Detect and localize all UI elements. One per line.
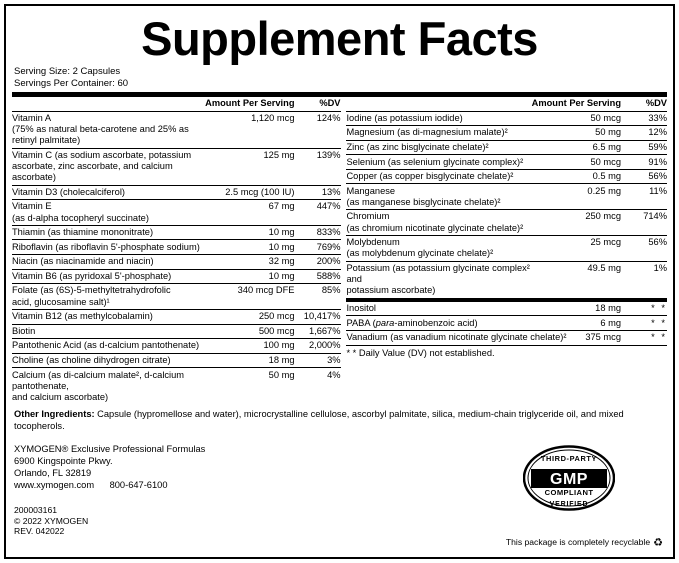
gmp-seal-svg: [523, 445, 615, 511]
company-city: Orlando, FL 32819: [14, 467, 92, 478]
nutrient-dv: 91%: [621, 155, 667, 170]
nutrient-name: Vanadium (as vanadium nicotinate glycinate chelate)²: [346, 330, 582, 345]
nutrient-name: Riboflavin (as riboflavin 5'-phosphate sodium): [12, 240, 205, 255]
nutrient-name: Vitamin B12 (as methylcobalamin): [12, 310, 205, 325]
nutrient-dv: 588%: [295, 269, 341, 284]
left-header-dv: %DV: [295, 97, 341, 111]
table-row: [12, 225, 341, 240]
nutrient-name: Niacin (as niacinamide and niacin): [12, 255, 205, 270]
nutrient-amount: 2.5 mcg (100 IU): [205, 185, 294, 200]
nutrient-dv: 2,000%: [295, 339, 341, 354]
table-row: [12, 148, 341, 185]
table-row: [346, 210, 667, 236]
nutrient-name: Pantothenic Acid (as d-calcium pantothenate): [12, 339, 205, 354]
nutrient-dv: 56%: [621, 169, 667, 184]
right-no-dv-table: [346, 302, 667, 346]
product-code: 200003161: [14, 505, 58, 516]
other-ingredients-label: Other Ingredients:: [14, 409, 95, 420]
nutrient-dv: 833%: [295, 225, 341, 240]
nutrient-dv: 1,667%: [295, 324, 341, 339]
right-nutrient-table: [346, 97, 667, 298]
nutrient-amount: 0.5 mg: [532, 169, 621, 184]
nutrient-name: Thiamin (as thiamine mononitrate): [12, 225, 205, 240]
nutrient-dv: 59%: [621, 140, 667, 155]
svg-text:COMPLIANT: COMPLIANT: [544, 488, 594, 497]
nutrient-amount: 375 mcg: [583, 330, 621, 345]
left-nutrient-table: [12, 97, 341, 404]
other-ingredients-text: Capsule (hypromellose and water), microcrystalline cellulose, ascorbyl palmitate, silica, medium-chain triglyceride oil, and mixed tocopherols.: [14, 409, 624, 431]
table-row: [12, 368, 341, 404]
nutrient-amount: 25 mcg: [532, 236, 621, 262]
table-row: [346, 316, 667, 331]
nutrient-amount: 100 mg: [205, 339, 294, 354]
table-row: [346, 140, 667, 155]
nutrient-name: Potassium (as potassium glycinate complex² and potassium ascorbate): [346, 263, 530, 296]
nutrient-amount: 250 mcg: [532, 210, 621, 236]
table-row: [12, 324, 341, 339]
nutrient-dv: 11%: [621, 184, 667, 210]
table-row: [346, 330, 667, 345]
table-row: [12, 284, 341, 310]
nutrient-dv: 200%: [295, 255, 341, 270]
table-row: [12, 269, 341, 284]
company-website[interactable]: www.xymogen.com: [14, 479, 95, 490]
right-header-blank: [346, 97, 531, 111]
right-table-header: [346, 97, 667, 111]
nutrient-name: Iodine (as potassium iodide): [346, 111, 531, 126]
right-column: [346, 97, 667, 359]
svg-text:GMP: GMP: [550, 471, 588, 488]
nutrient-dv: * *: [621, 302, 667, 316]
gmp-seal-graphic: [523, 445, 615, 511]
nutrient-name: Inositol: [346, 302, 582, 316]
nutrient-name: Vitamin E (as d-alpha tocopheryl succinate): [12, 200, 205, 226]
nutrient-dv: 3%: [295, 353, 341, 368]
nutrient-dv: 12%: [621, 126, 667, 141]
table-row: [12, 310, 341, 325]
svg-text:VERIFIED: VERIFIED: [549, 501, 589, 508]
nutrient-dv: 33%: [621, 111, 667, 126]
nutrient-dv: 447%: [295, 200, 341, 226]
nutrient-name: PABA (para-aminobenzoic acid): [346, 316, 582, 331]
nutrient-amount: 32 mg: [205, 255, 294, 270]
nutrient-amount: 1,120 mcg: [205, 111, 294, 148]
nutrient-dv: 1%: [653, 263, 667, 273]
nutrient-dv: 56%: [621, 236, 667, 262]
nutrient-amount: 6.5 mg: [532, 140, 621, 155]
nutrient-name: Chromium (as chromium nicotinate glycinate chelate)²: [346, 210, 531, 236]
nutrient-amount: 10 mg: [205, 240, 294, 255]
copyright: © 2022 XYMOGEN: [14, 515, 89, 526]
nutrient-columns: [12, 97, 667, 404]
nutrient-amount: 50 mcg: [532, 111, 621, 126]
nutrient-name: Vitamin A (75% as natural beta-carotene and 25% as retinyl palmitate): [12, 111, 205, 148]
page-title: Supplement Facts: [141, 12, 538, 65]
nutrient-amount: 500 mcg: [205, 324, 294, 339]
nutrient-name: Zinc (as zinc bisglycinate chelate)²: [346, 140, 531, 155]
nutrient-amount: 6 mg: [583, 316, 621, 331]
table-row: [346, 169, 667, 184]
recycle-text: This package is completely recyclable: [505, 537, 651, 547]
table-row: [12, 111, 341, 148]
nutrient-dv: 4%: [327, 369, 341, 380]
serving-size: Serving Size: 2 Capsules: [14, 66, 121, 77]
table-row: [12, 240, 341, 255]
nutrient-dv: 714%: [621, 210, 667, 236]
recycle-icon: ♻: [653, 537, 663, 549]
company-name: XYMOGEN® Exclusive Professional Formulas: [14, 444, 206, 455]
nutrient-name: Folate (as (6S)-5-methyltetrahydrofolic acid, glucosamine salt)¹: [12, 284, 205, 310]
nutrient-name: Choline (as choline dihydrogen citrate): [12, 353, 205, 368]
table-row: [346, 261, 667, 297]
nutrient-amount: 67 mg: [205, 200, 294, 226]
nutrient-amount: 10 mg: [205, 269, 294, 284]
nutrient-amount: 18 mg: [205, 353, 294, 368]
nutrient-dv: * *: [621, 316, 667, 331]
table-row: [12, 339, 341, 354]
serving-info: [14, 66, 667, 89]
dv-footnote: * * Daily Value (DV) not established.: [346, 347, 495, 358]
nutrient-name: Selenium (as selenium glycinate complex)²: [346, 155, 531, 170]
revision: REV. 042022: [14, 526, 65, 537]
company-phone[interactable]: 800-647-6100: [109, 479, 168, 490]
recycle-note: [506, 536, 663, 549]
nutrient-dv: 10,417%: [295, 310, 341, 325]
right-header-amount: Amount Per Serving: [532, 97, 621, 111]
nutrient-name: Molybdenum (as molybdenum glycinate chelate)²: [346, 236, 531, 262]
table-row: [12, 185, 341, 200]
supplement-facts-panel: [4, 4, 675, 559]
nutrient-amount: 0.25 mg: [532, 184, 621, 210]
nutrient-dv: * *: [621, 330, 667, 345]
table-row: [346, 155, 667, 170]
table-row: [346, 126, 667, 141]
left-table-header: [12, 97, 341, 111]
svg-text:THIRD-PARTY: THIRD-PARTY: [540, 454, 598, 463]
nutrient-dv: 85%: [295, 284, 341, 310]
nutrient-amount: 50 mg: [268, 369, 295, 380]
left-header-amount: Amount Per Serving: [205, 97, 294, 111]
servings-per-container: Servings Per Container: 60: [14, 77, 129, 89]
nutrient-amount: 49.5 mg: [587, 263, 621, 273]
nutrient-name: Manganese (as manganese bisglycinate chelate)²: [346, 184, 531, 210]
left-column: [12, 97, 341, 404]
nutrient-name: Copper (as copper bisglycinate chelate)²: [346, 169, 531, 184]
table-row: [12, 200, 341, 226]
right-header-dv: %DV: [621, 97, 667, 111]
table-row: [12, 255, 341, 270]
nutrient-dv: 139%: [295, 148, 341, 185]
gmp-seal: [523, 445, 615, 517]
table-row: [346, 184, 667, 210]
nutrient-amount: 125 mg: [205, 148, 294, 185]
nutrient-name: Vitamin C (as sodium ascorbate, potassium ascorbate, zinc ascorbate, and calcium ascorbate): [12, 148, 205, 185]
nutrient-amount: 250 mcg: [205, 310, 294, 325]
nutrient-dv: 769%: [295, 240, 341, 255]
nutrient-amount: 340 mcg DFE: [205, 284, 294, 310]
table-row: [12, 353, 341, 368]
nutrient-name: Vitamin B6 (as pyridoxal 5'-phosphate): [12, 269, 205, 284]
nutrient-amount: 10 mg: [205, 225, 294, 240]
nutrient-amount: 18 mg: [583, 302, 621, 316]
nutrient-amount: 50 mcg: [532, 155, 621, 170]
nutrient-amount: 50 mg: [532, 126, 621, 141]
nutrient-name: Biotin: [12, 324, 205, 339]
nutrient-dv: 13%: [295, 185, 341, 200]
nutrient-name: Vitamin D3 (cholecalciferol): [12, 185, 205, 200]
nutrient-dv: 124%: [295, 111, 341, 148]
nutrient-name: Magnesium (as di-magnesium malate)²: [346, 126, 531, 141]
other-ingredients: [14, 409, 667, 432]
left-header-blank: [12, 97, 205, 111]
nutrient-name: Calcium (as di-calcium malate², d-calcium pantothenate, and calcium ascorbate): [12, 369, 185, 402]
table-row: [346, 111, 667, 126]
table-row: [346, 236, 667, 262]
company-street: 6900 Kingspointe Pkwy.: [14, 456, 113, 467]
table-row: [346, 302, 667, 316]
